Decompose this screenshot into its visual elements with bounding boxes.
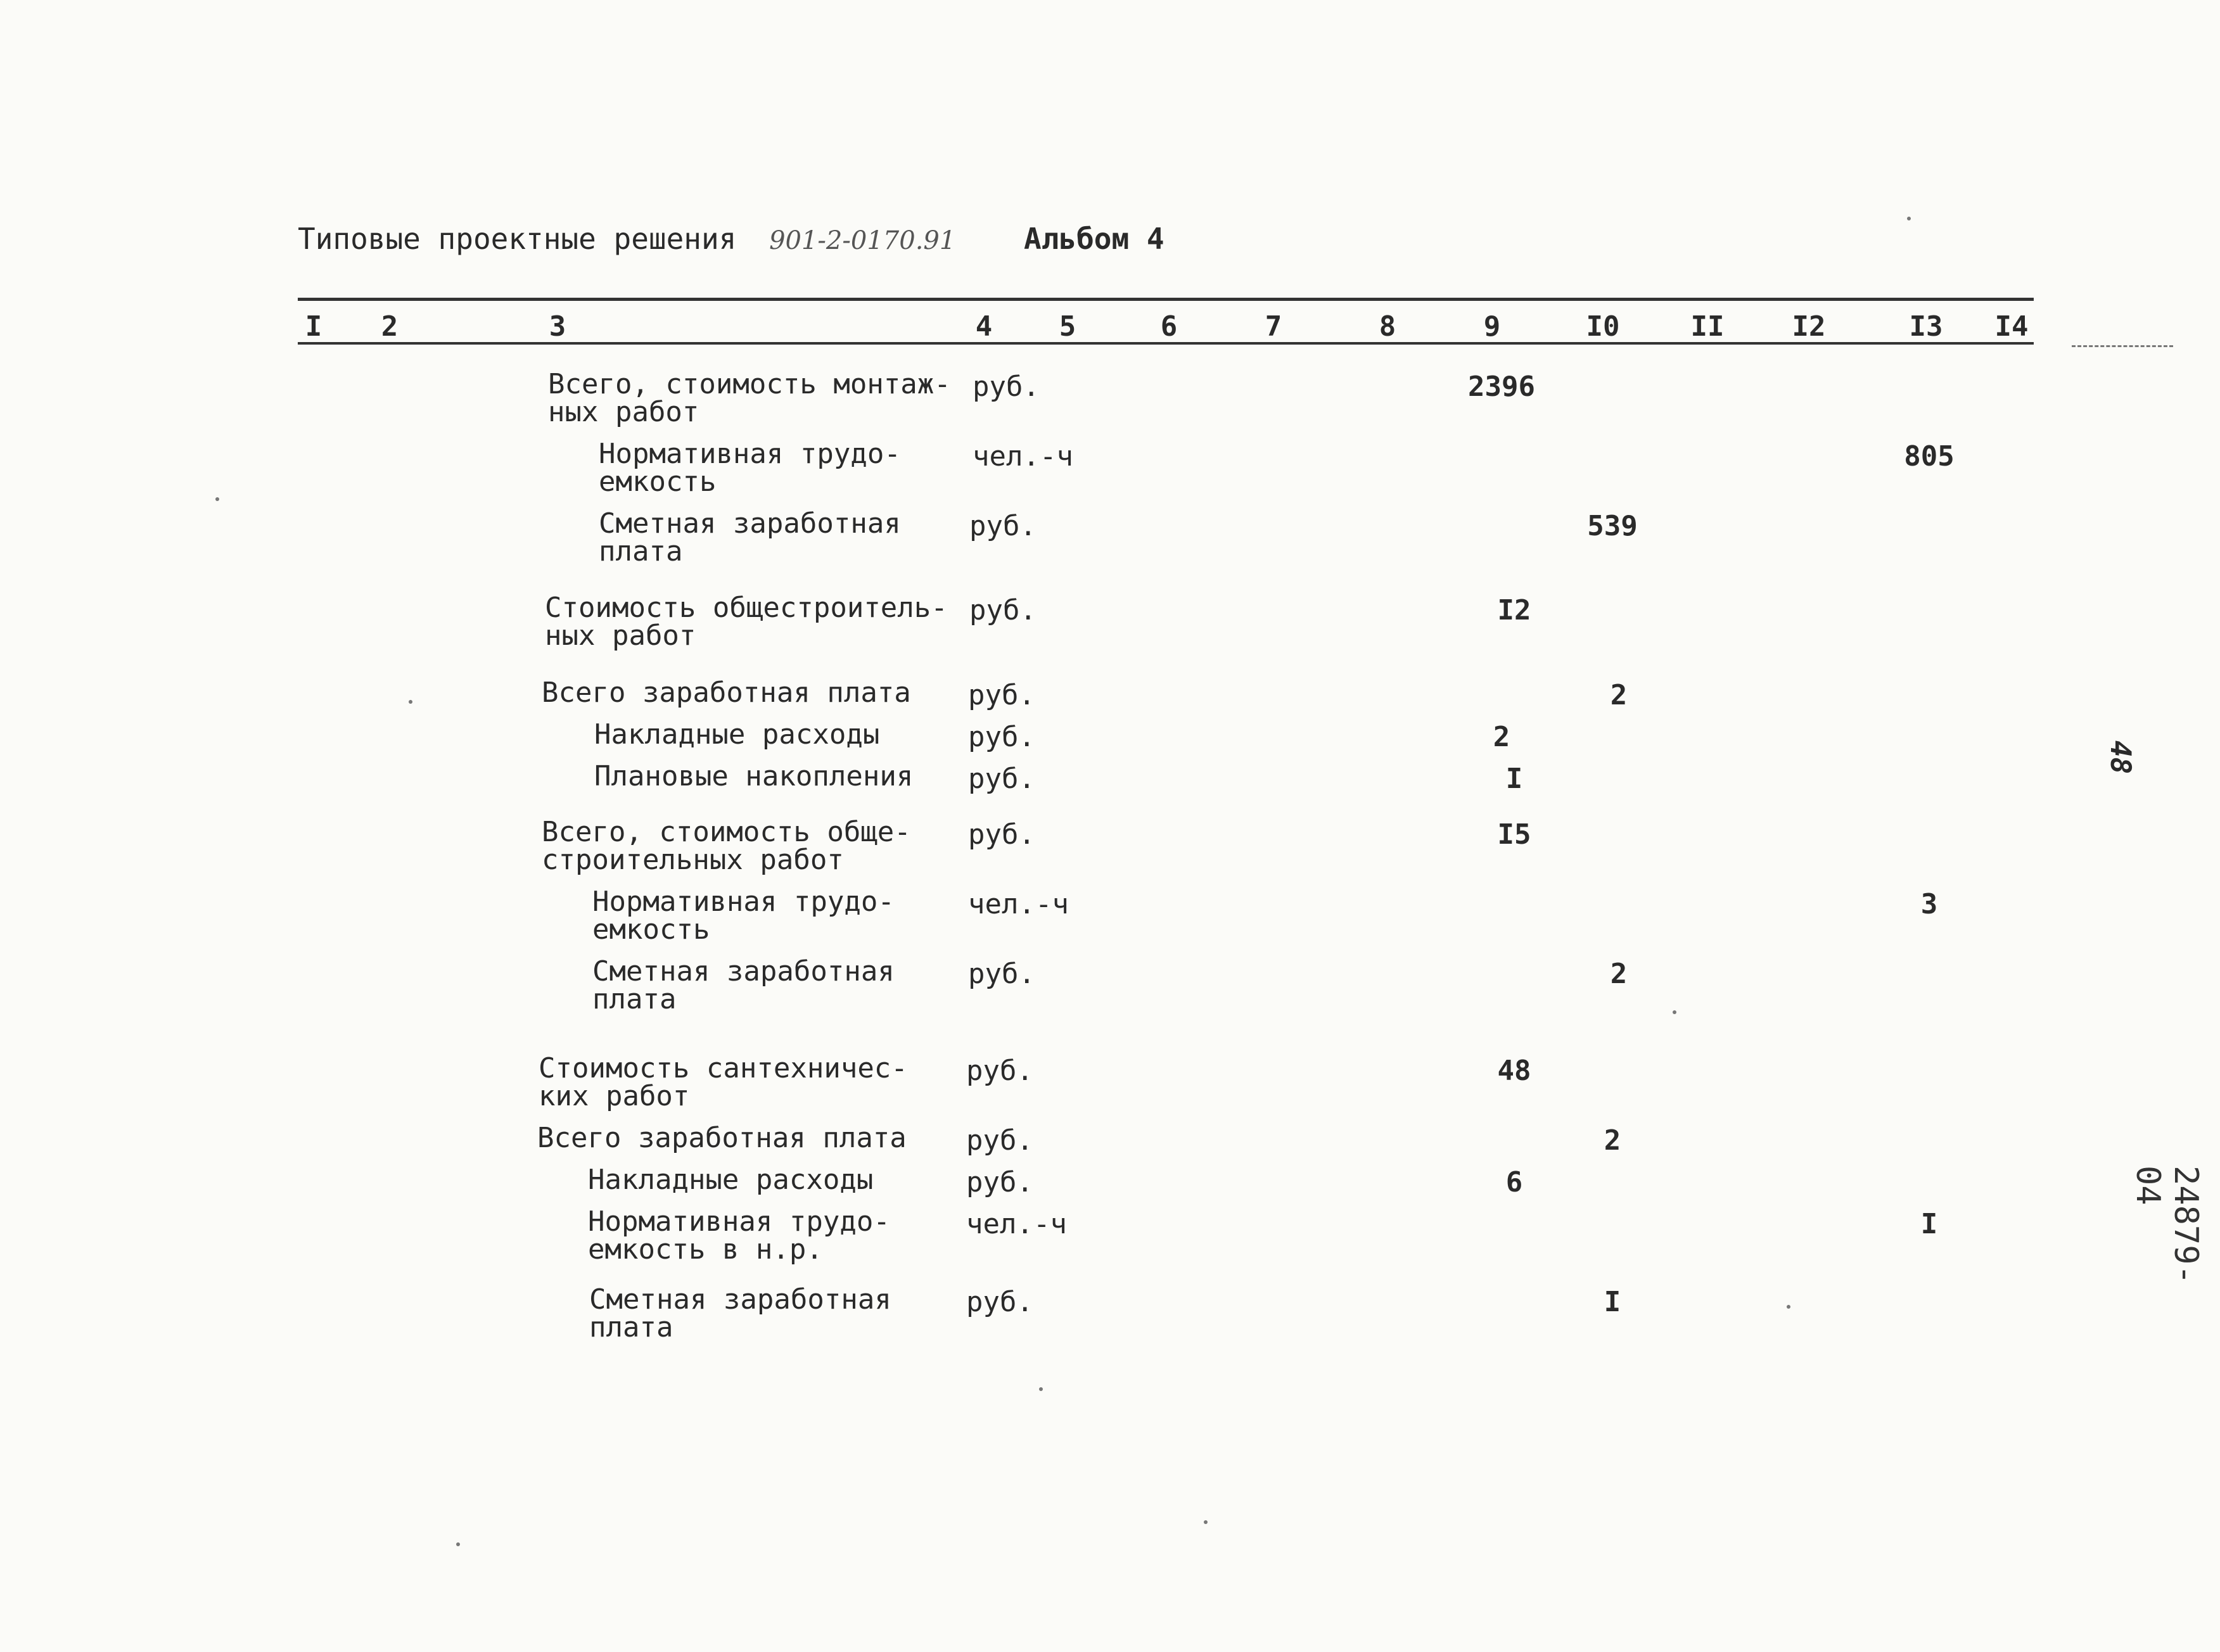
row-value: 805 — [1904, 440, 1955, 473]
row-unit: руб. — [968, 679, 1035, 711]
row-description: Всего, стоимость монтаж- ных работ — [548, 368, 951, 428]
row-value: 2 — [1610, 958, 1628, 990]
column-number: 8 — [1379, 310, 1396, 343]
column-number: 7 — [1265, 310, 1282, 343]
row-value: 6 — [1505, 1166, 1523, 1198]
row-value: 3 — [1920, 888, 1938, 920]
row-value: I5 — [1497, 818, 1531, 851]
scan-speck — [1204, 1520, 1208, 1524]
row-unit: руб. — [968, 763, 1035, 795]
row-unit: руб. — [966, 1286, 1033, 1318]
row-unit: руб. — [966, 1055, 1033, 1087]
row-description: Всего заработная плата — [542, 677, 911, 709]
row-description: Стоимость общестроитель- ных работ — [545, 592, 948, 652]
dashed-mark — [2072, 345, 2173, 347]
document-header — [298, 222, 1164, 256]
scan-speck — [1039, 1387, 1043, 1391]
row-unit: руб. — [966, 1124, 1033, 1157]
row-value: 48 — [1497, 1055, 1531, 1087]
scan-speck — [456, 1542, 460, 1546]
row-value: 2396 — [1468, 371, 1535, 403]
row-unit: руб. — [969, 510, 1037, 542]
row-description: Накладные расходы — [588, 1164, 874, 1196]
row-value: 2 — [1604, 1124, 1621, 1157]
scan-speck — [1787, 1305, 1790, 1309]
row-description: Нормативная трудо- емкость в н.р. — [588, 1205, 890, 1266]
scan-speck — [1907, 217, 1911, 220]
row-unit: чел.-ч — [973, 440, 1073, 473]
row-unit: чел.-ч — [968, 888, 1069, 920]
sheet-code: 24879-04 — [2129, 1166, 2205, 1285]
row-value: I — [1920, 1208, 1938, 1240]
column-number: 3 — [549, 310, 566, 343]
row-unit: руб. — [969, 594, 1037, 626]
column-number: I — [305, 310, 322, 343]
row-unit: руб. — [968, 958, 1035, 990]
row-description: Сметная заработная плата — [592, 955, 895, 1015]
scan-speck — [409, 700, 412, 704]
column-number: 2 — [381, 310, 399, 343]
column-number: 9 — [1483, 310, 1501, 343]
row-value: 2 — [1610, 679, 1628, 711]
row-value: 539 — [1587, 510, 1638, 542]
row-description: Плановые накопления — [594, 760, 914, 792]
scan-speck — [215, 497, 219, 501]
column-number: 4 — [975, 310, 993, 343]
row-unit: руб. — [968, 721, 1035, 753]
column-number: I0 — [1586, 310, 1620, 343]
row-value: I2 — [1497, 594, 1531, 626]
table-top-rule — [298, 298, 2034, 301]
row-description: Накладные расходы — [594, 718, 880, 751]
row-description: Стоимость сантехничес- ких работ — [539, 1052, 908, 1112]
row-description: Сметная заработная плата — [589, 1283, 891, 1344]
row-value: I — [1604, 1286, 1621, 1318]
page-number-mark: 48 — [2103, 740, 2136, 774]
column-number: 5 — [1059, 310, 1076, 343]
row-description: Всего заработная плата — [537, 1122, 907, 1154]
column-number: 6 — [1160, 310, 1178, 343]
row-unit: руб. — [968, 818, 1035, 851]
scan-speck — [1673, 1010, 1676, 1014]
row-description: Всего, стоимость обще- строительных работ — [542, 816, 911, 876]
row-unit: руб. — [973, 371, 1040, 403]
album-label: Альбом 4 — [1024, 222, 1164, 256]
row-unit: чел.-ч — [966, 1208, 1067, 1240]
column-number: I4 — [1994, 310, 2029, 343]
column-number: II — [1690, 310, 1725, 343]
row-description: Сметная заработная плата — [599, 507, 901, 568]
document-title: Типовые проектные решения — [298, 222, 737, 256]
column-number: I2 — [1792, 310, 1826, 343]
row-value: 2 — [1493, 721, 1510, 753]
row-unit: руб. — [966, 1166, 1033, 1198]
row-description: Нормативная трудо- емкость — [592, 886, 895, 946]
row-value: I — [1505, 763, 1523, 795]
row-description: Нормативная трудо- емкость — [599, 438, 901, 498]
column-number: I3 — [1909, 310, 1943, 343]
project-code: 901-2-0170.91 — [769, 226, 956, 255]
